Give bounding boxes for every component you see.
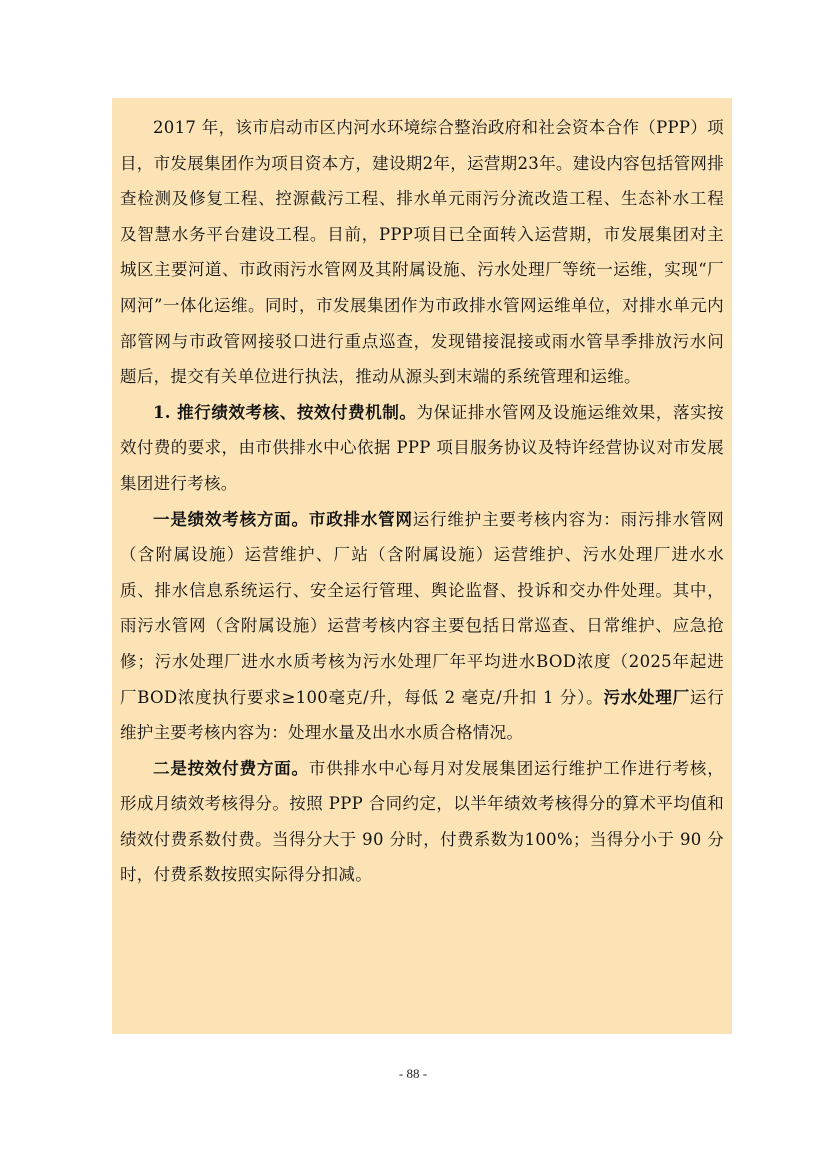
paragraph-ppp-project xyxy=(120,110,724,395)
paragraph-subject-heading: 市政排水管网 xyxy=(308,509,413,529)
paragraph-subject-heading-2: 污水处理厂 xyxy=(603,687,690,707)
paragraph-payment xyxy=(120,751,724,893)
paragraph-body-2: 运行维护主要考核内容为：处理水量及出水水质合格情况。 xyxy=(120,687,724,743)
highlighted-text-block xyxy=(112,98,732,1034)
paragraph-body: 运行维护主要考核内容为：雨污排水管网（含附属设施）运营维护、厂站（含附属设施）运营维护、污水处理厂进水水质、排水信息系统运行、安全运行管理、舆论监督、投诉和交办件处理。其中，雨污水管网（含附属设施）运营考核内容主要包括日常巡查、日常维护、应急抢修；污水处理厂进水水质考核为污水处理厂年平均进水BOD浓度（2025年起进厂BOD浓度执行要求≥100毫克/升，每低 2 毫克/升扣 1 分）。 xyxy=(120,509,725,707)
paragraph-lead-heading: 二是按效付费方面。 xyxy=(153,758,309,778)
paragraph-performance-assessment xyxy=(120,502,724,751)
paragraph-lead-heading: 1. 推行绩效考核、按效付费机制。 xyxy=(153,402,417,422)
page-number: - 88 - xyxy=(398,1066,428,1081)
paragraph-lead-heading: 一是绩效考核方面。 xyxy=(153,509,309,529)
paragraph-performance-mechanism xyxy=(120,395,724,502)
paragraph-body: 2017 年，该市启动市区内河水环境综合整治政府和社会资本合作（PPP）项目，市发展集团作为项目资本方，建设期2年，运营期23年。建设内容包括管网排查检测及修复工程、控源截污工程、排水单元雨污分流改造工程、生态补水工程及智慧水务平台建设工程。目前，PPP项目已全面转入运营期，市发展集团对主城区主要河道、市政雨污水管网及其附属设施、污水处理厂等统一运维，实现“厂网河”一体化运维。同时，市发展集团作为市政排水管网运维单位，对排水单元内部管网与市政管网接驳口进行重点巡查，发现错接混接或雨水管旱季排放污水问题后，提交有关单位进行执法，推动从源头到末端的系统管理和运维。 xyxy=(120,118,724,387)
paragraph-body: 市供排水中心每月对发展集团运行维护工作进行考核，形成月绩效考核得分。按照 PPP 合同约定，以半年绩效考核得分的算术平均值和绩效付费系数付费。当得分大于 90 分时，付费系数为100%；当得分小于 90 分时，付费系数按照实际得分扣减。 xyxy=(120,758,725,885)
paragraph-body: 为保证排水管网及设施运维效果，落实按效付费的要求，由市供排水中心依据 PPP 项目服务协议及特许经营协议对市发展集团进行考核。 xyxy=(120,402,724,493)
